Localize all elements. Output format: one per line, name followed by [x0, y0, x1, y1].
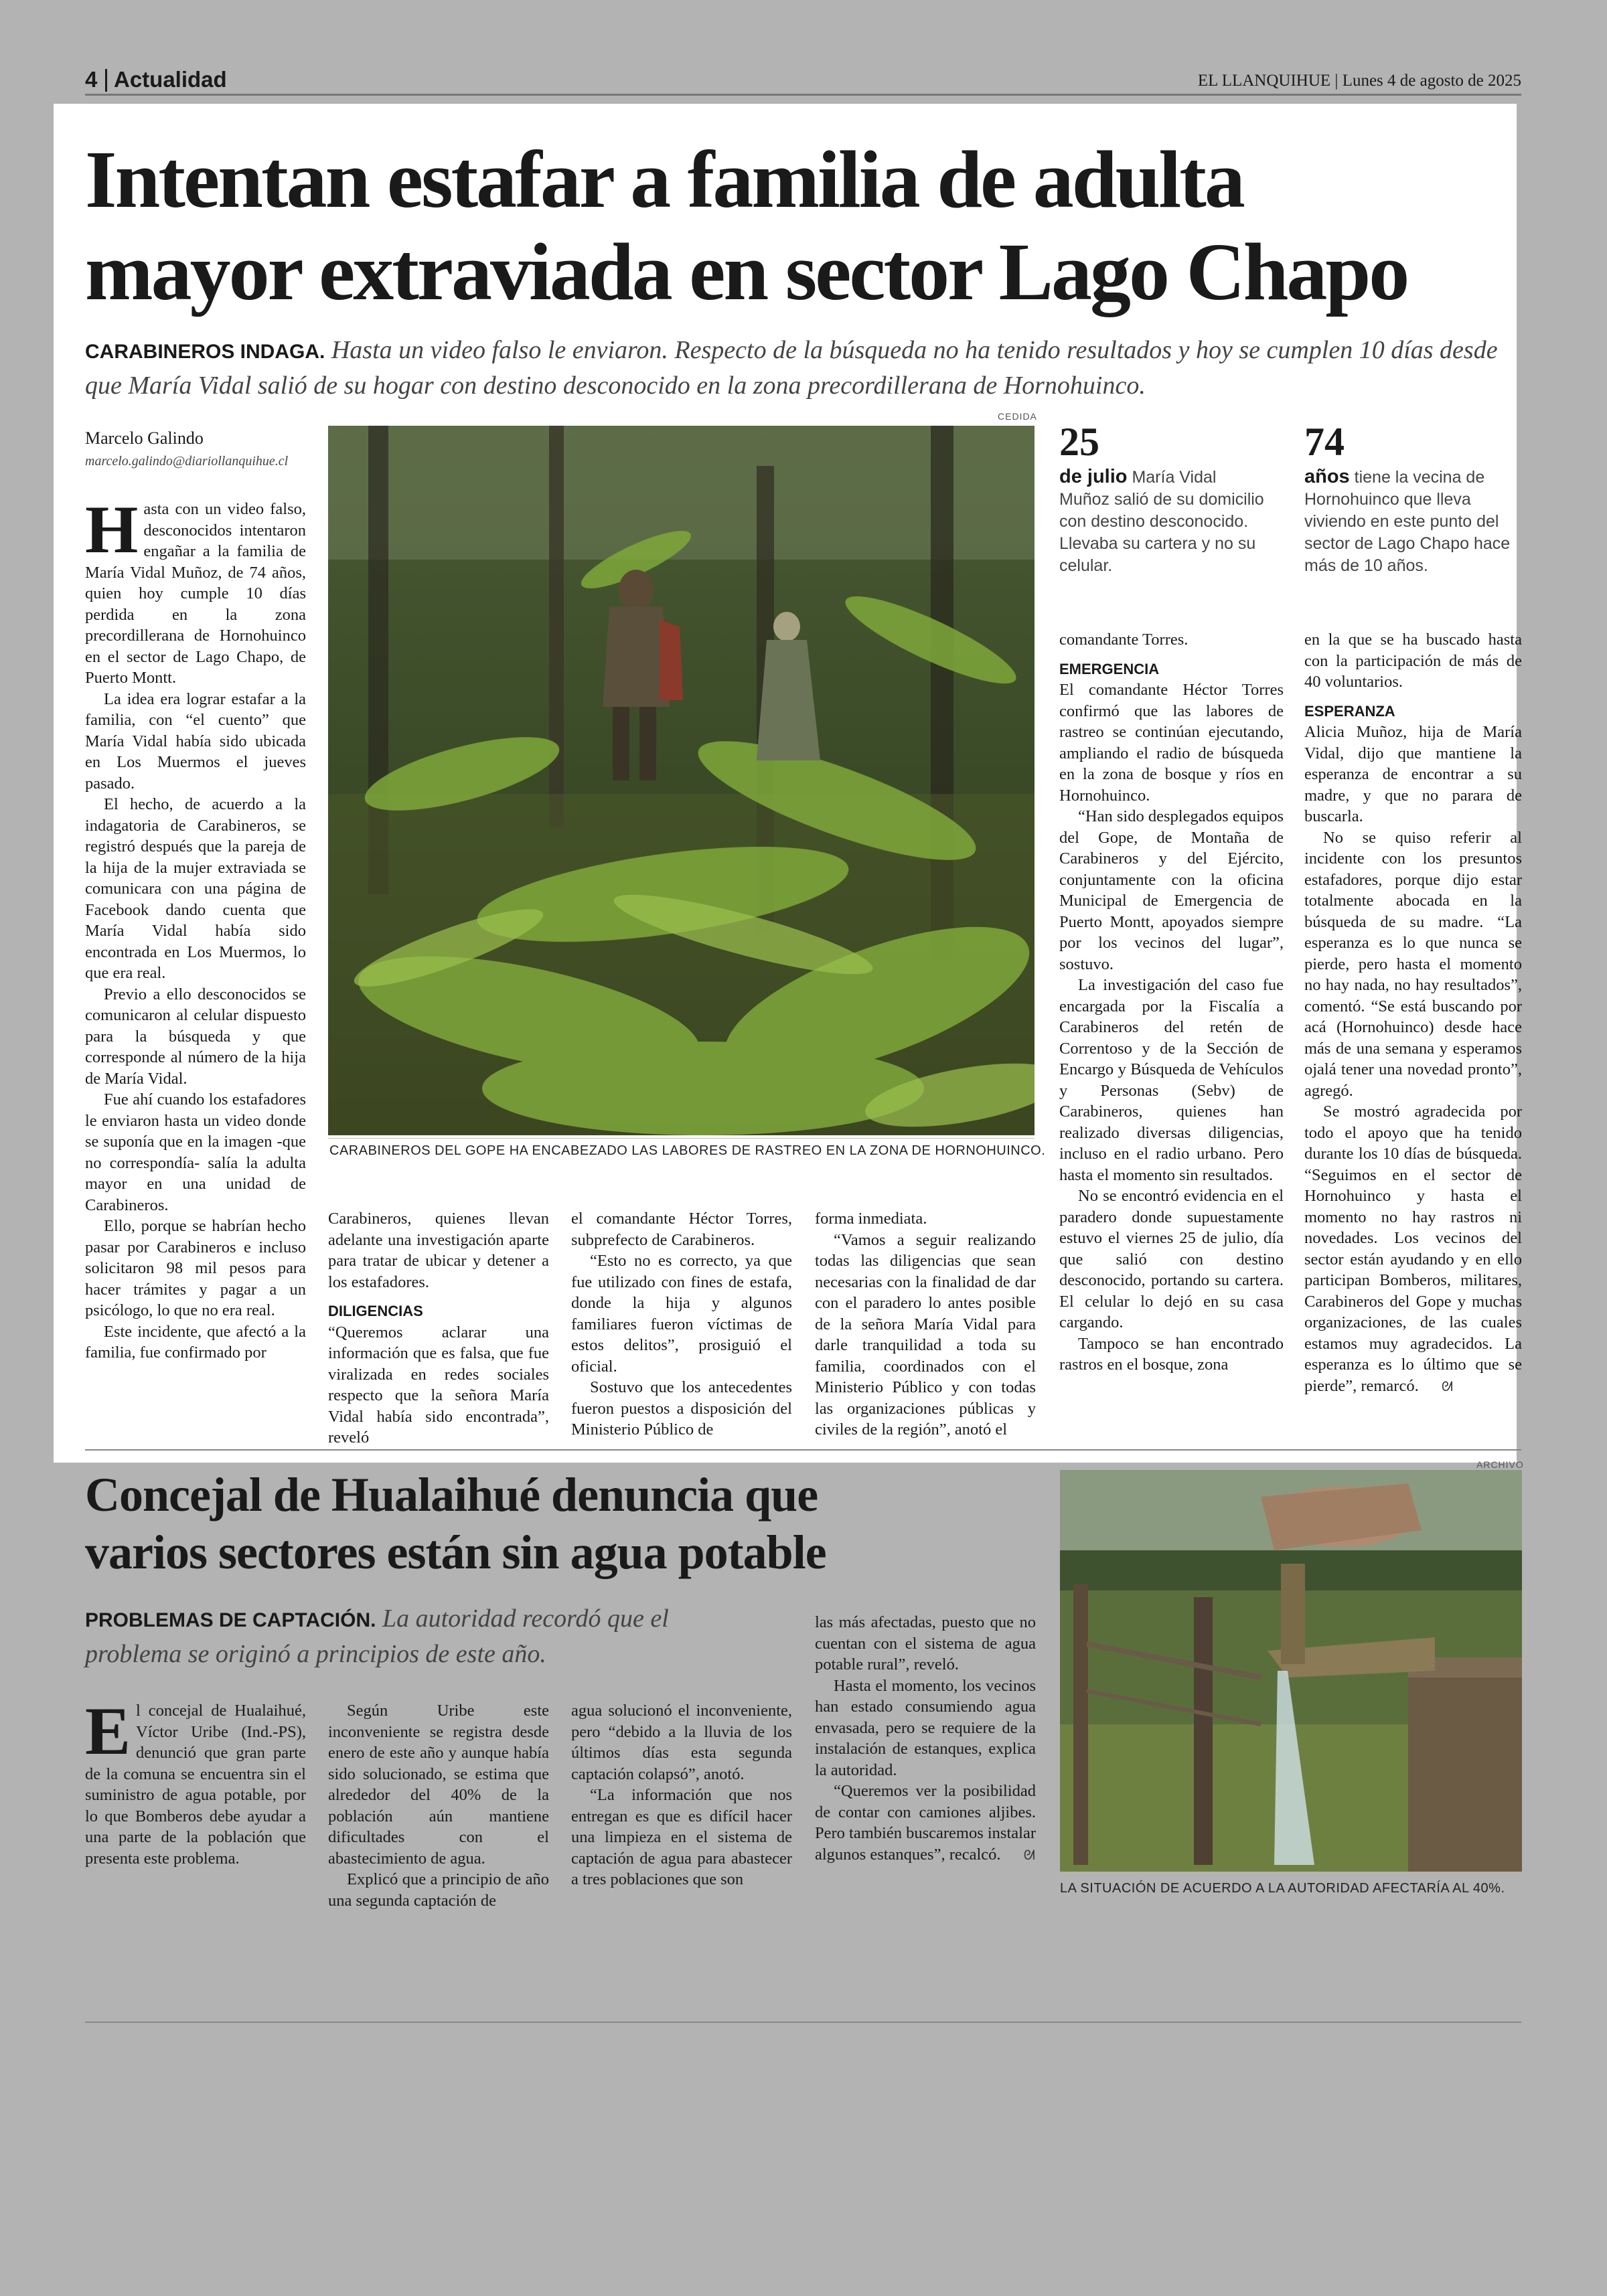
- headline-line-2: mayor extraviada en sector Lago Chapo: [85, 227, 1408, 317]
- article2-column-1: [85, 1694, 306, 1869]
- author-email: marcelo.galindo@diariollanquihue.cl: [85, 454, 289, 469]
- article2-column-3: [571, 1700, 792, 1890]
- drop-cap: E: [85, 1694, 131, 1769]
- paragraph: Se mostró agradecida por todo el apoyo que ha tenido durante los 10 días de búsqueda. “Seguimos en el sector de Hornohuinco y hasta el momento no hay rastros ni novedades. Los vecinos del sector están ayudando y en ello participan Bomberos, militares, Carabineros del Gope y muchas organizaciones, de las cuales estamos muy agradecidos. La esperanza es lo último que se pierde”, remarcó.: [1304, 1102, 1522, 1395]
- paragraph: Tampoco se han encontrado rastros en el bosque, zona: [1059, 1334, 1284, 1374]
- article-column-5: [1059, 629, 1284, 1376]
- paragraph: La investigación del caso fue encargada por la Fiscalía a Carabineros del retén de Correntoso y de la Sección de Encargo y Búsqueda de Vehículos y Personas (Sebv) de Carabineros, quienes han realizado diversas diligencias, incluso en el radio urbano. Pero hasta el momento sin resultados.: [1059, 976, 1284, 1184]
- factbox-number: 25: [1059, 420, 1099, 464]
- factbox-text: tiene la vecina de Hornohuinco que lleva viviendo en este punto del sector de Lago Chapo hace más de 10 años.: [1304, 468, 1511, 575]
- subheading-diligencias: DILIGENCIAS: [328, 1303, 423, 1319]
- paragraph: comandante Torres.: [1059, 631, 1189, 649]
- photo2-caption: LA SITUACIÓN DE ACUERDO A LA AUTORIDAD AFECTARÍA AL 40%.: [1060, 1881, 1505, 1896]
- paragraph: Fue ahí cuando los estafadores le enviaron hasta un video donde se suponía que en la imagen -que no correspondía- salía la adulta mayor en una unidad de Carabineros.: [85, 1090, 306, 1214]
- article2-column-4: [815, 1612, 1036, 1866]
- page-number: 4: [85, 67, 98, 92]
- paragraph: en la que se ha buscado hasta con la participación de más de 40 voluntarios.: [1304, 631, 1522, 691]
- subheading-emergencia: EMERGENCIA: [1059, 660, 1160, 677]
- deck-text: Hasta un video falso le enviaron. Respecto de la búsqueda no ha tenido resultados y hoy se cumplen 10 días desde que María Vidal salió de su hogar con destino desconocido en la zona precordillerana de Hornohuinco.: [85, 336, 1498, 400]
- paragraph: “Queremos aclarar una información que es falsa, que fue viralizada en redes sociales respecto que la señora María Vidal había sido encontrada”, reveló: [328, 1323, 549, 1447]
- photo-caption: CARABINEROS DEL GOPE HA ENCABEZADO LAS LABORES DE RASTREO EN LA ZONA DE HORNOHUINCO.: [329, 1143, 1046, 1158]
- article2-column-2: [328, 1700, 549, 1911]
- photo2-credit: ARCHIVO: [1476, 1459, 1524, 1470]
- paragraph: “Han sido desplegados equipos del Gope, de Montaña de Carabineros y del Ejército, conjuntamente con la oficina Municipal de Emergencia de Puerto Montt, apoyados siempre por los vecinos del lugar”, sostuvo.: [1059, 807, 1284, 973]
- article-deck: [85, 333, 1525, 402]
- article-column-2: [328, 1208, 549, 1449]
- newspaper-name: EL LLANQUIHUE: [1197, 72, 1331, 90]
- article-headline: [85, 134, 1531, 319]
- article-separator: [85, 1449, 1521, 1451]
- headline-line-1: Intentan estafar a familia de adulta: [85, 135, 1243, 225]
- factbox-number: 74: [1304, 420, 1345, 464]
- issue-date: Lunes 4 de agosto de 2025: [1342, 72, 1521, 90]
- paragraph: Explicó que a principio de año una segunda captación de: [328, 1870, 549, 1910]
- article-column-3: [571, 1208, 792, 1441]
- factbox-unit: años: [1304, 466, 1350, 487]
- headline-line-2: varios sectores están sin agua potable: [85, 1526, 826, 1579]
- caption-rule: [328, 1138, 1035, 1139]
- paragraph: Ello, porque se habrían hecho pasar por Carabineros e incluso solicitaron 98 mil pesos para hacer trámites y pagar a un psicólogo, lo que no era real.: [85, 1217, 306, 1319]
- paragraph: el comandante Héctor Torres, subprefecto de Carabineros.: [571, 1210, 792, 1249]
- paragraph: Este incidente, que afectó a la familia, fue confirmado por: [85, 1322, 306, 1362]
- factbox-text: María Vidal Muñoz salió de su domicilio con destino desconocido. Llevaba su cartera y no su celular.: [1059, 468, 1264, 575]
- paragraph: l concejal de Hualaihué, Víctor Uribe (Ind.-PS), denunció que gran parte de la comuna se encuentra sin el suministro de agua potable, por lo que Bomberos debe ayudar a una parte de la población que presenta este problema.: [85, 1702, 306, 1868]
- end-mark-icon: ᘛ: [1023, 1848, 1035, 1863]
- article-column-4: [815, 1208, 1036, 1441]
- masthead: EL LLANQUIHUE | Lunes 4 de agosto de 2025: [1197, 72, 1521, 90]
- author-name: Marcelo Galindo: [85, 428, 204, 448]
- paragraph: Carabineros, quienes llevan adelante una investigación aparte para tratar de ubicar y detener a los estafadores.: [328, 1210, 549, 1291]
- article-column-6: [1304, 629, 1522, 1398]
- paragraph: agua solucionó el inconveniente, pero “debido a la lluvia de los últimos días esta segunda captación colapsó”, anotó.: [571, 1702, 792, 1783]
- headline-line-1: Concejal de Hualaihué denuncia que: [85, 1468, 818, 1522]
- header-divider: [105, 69, 107, 92]
- section-name: Actualidad: [114, 67, 227, 92]
- paragraph: Según Uribe este inconveniente se registra desde enero de este año y aunque había sido solucionado, se estima que alrededor del 40% de la población aún mantiene dificultades con el abastecimiento de agua.: [328, 1702, 549, 1868]
- end-mark-icon: ᘛ: [1441, 1379, 1453, 1394]
- article-column-1: [85, 492, 306, 1364]
- factbox-date: [1059, 422, 1267, 577]
- forest-photo-illustration: [328, 426, 1035, 1135]
- article2-deck: [85, 1602, 755, 1671]
- paragraph: las más afectadas, puesto que no cuentan con el sistema de agua potable rural”, reveló.: [815, 1613, 1036, 1673]
- footer-rule: [85, 2022, 1521, 2023]
- factbox-unit: de julio: [1059, 466, 1128, 487]
- paragraph: forma inmediata.: [815, 1210, 927, 1228]
- paragraph: No se quiso referir al incidente con los presuntos estafadores, porque dijo estar totalmente abocada en la búsqueda de su madre. “La esperanza es lo que nunca se pierde, pero hasta el momento no hay nada, no hay resultados”, comentó. “Se está buscando por acá (Hornohuinco) desde hace más de una semana y esperamos ojalá tener una novedad pronto”, agregó.: [1304, 828, 1522, 1100]
- factbox-age: [1304, 422, 1519, 577]
- paragraph: Hasta el momento, los vecinos han estado consumiendo agua envasada, pero se requiere de la instalación de estanques, explica la autoridad.: [815, 1676, 1036, 1779]
- paragraph: No se encontró evidencia en el paradero donde supuestamente estuvo el viernes 25 de julio, día que salió con destino desconocido, portando su cartera. El celular lo dejó en su casa cargando.: [1059, 1187, 1284, 1331]
- water-tap-photo: [1060, 1470, 1522, 1872]
- paragraph: “La información que nos entregan es que es difícil hacer una limpieza en el sistema de captación de agua para abastecer a tres poblaciones que son: [571, 1786, 792, 1888]
- photo-credit: CEDIDA: [998, 411, 1037, 422]
- article-kicker: CARABINEROS INDAGA.: [85, 341, 325, 363]
- paragraph: Previo a ello desconocidos se comunicaron al celular dispuesto para la búsqueda y que corresponde al número de la hija de María Vidal.: [85, 985, 306, 1088]
- paragraph: “Queremos ver la posibilidad de contar con camiones aljibes. Pero también buscaremos instalar algunos estanques”, recalcó.: [815, 1782, 1036, 1864]
- article2-headline: [85, 1466, 1022, 1581]
- paragraph: “Vamos a seguir realizando todas las diligencias que sean necesarias con la finalidad de dar con el paradero lo antes posible de la señora María Vidal para darle tranquilidad a toda su familia, coordinados con el Ministerio Público y con todas las organizaciones públicas y civiles de la región”, anotó el: [815, 1230, 1036, 1439]
- article2-kicker: PROBLEMAS DE CAPTACIÓN.: [85, 1609, 376, 1631]
- paragraph: El hecho, de acuerdo a la indagatoria de Carabineros, se registró después que la pareja de la hija de la mujer extraviada se comunicara con una página de Facebook dando cuenta que María Vidal había sido encontrada en Los Muermos, lo que era real.: [85, 795, 306, 982]
- tap-photo-illustration: [1060, 1470, 1522, 1872]
- paragraph: asta con un video falso, desconocidos intentaron engañar a la familia de María Vidal Muñoz, de 74 años, quien hoy cumple 10 días perdida en la zona precordillerana de Hornohuinco en el sector de Lago Chapo, de Puerto Montt.: [85, 500, 306, 687]
- deck-text: La autoridad recordó que el problema se originó a principios de este año.: [85, 1605, 669, 1668]
- paragraph: El comandante Héctor Torres confirmó que las labores de rastreo se continúan ejecutando, ampliando el radio de búsqueda en la zona de bosque y ríos en Hornohuinco.: [1059, 681, 1284, 805]
- paragraph: Alicia Muñoz, hija de María Vidal, dijo que mantiene la esperanza de encontrar a su madre, y que no parara de buscarla.: [1304, 723, 1522, 825]
- paragraph: “Esto no es correcto, ya que fue utilizado con fines de estafa, donde la hija y algunos familiares fueron víctimas de estos delitos”, prosiguió el oficial.: [571, 1252, 792, 1376]
- paragraph: Sostuvo que los antecedentes fueron puestos a disposición del Ministerio Público de: [571, 1378, 792, 1439]
- subheading-esperanza: ESPERANZA: [1304, 702, 1395, 720]
- header-rule: [85, 94, 1521, 96]
- paragraph: La idea era lograr estafar a la familia, con “el cuento” que María Vidal había sido ubicada en Los Muermos el jueves pasado.: [85, 689, 306, 793]
- forest-search-photo: [328, 426, 1035, 1135]
- drop-cap: H: [85, 492, 139, 568]
